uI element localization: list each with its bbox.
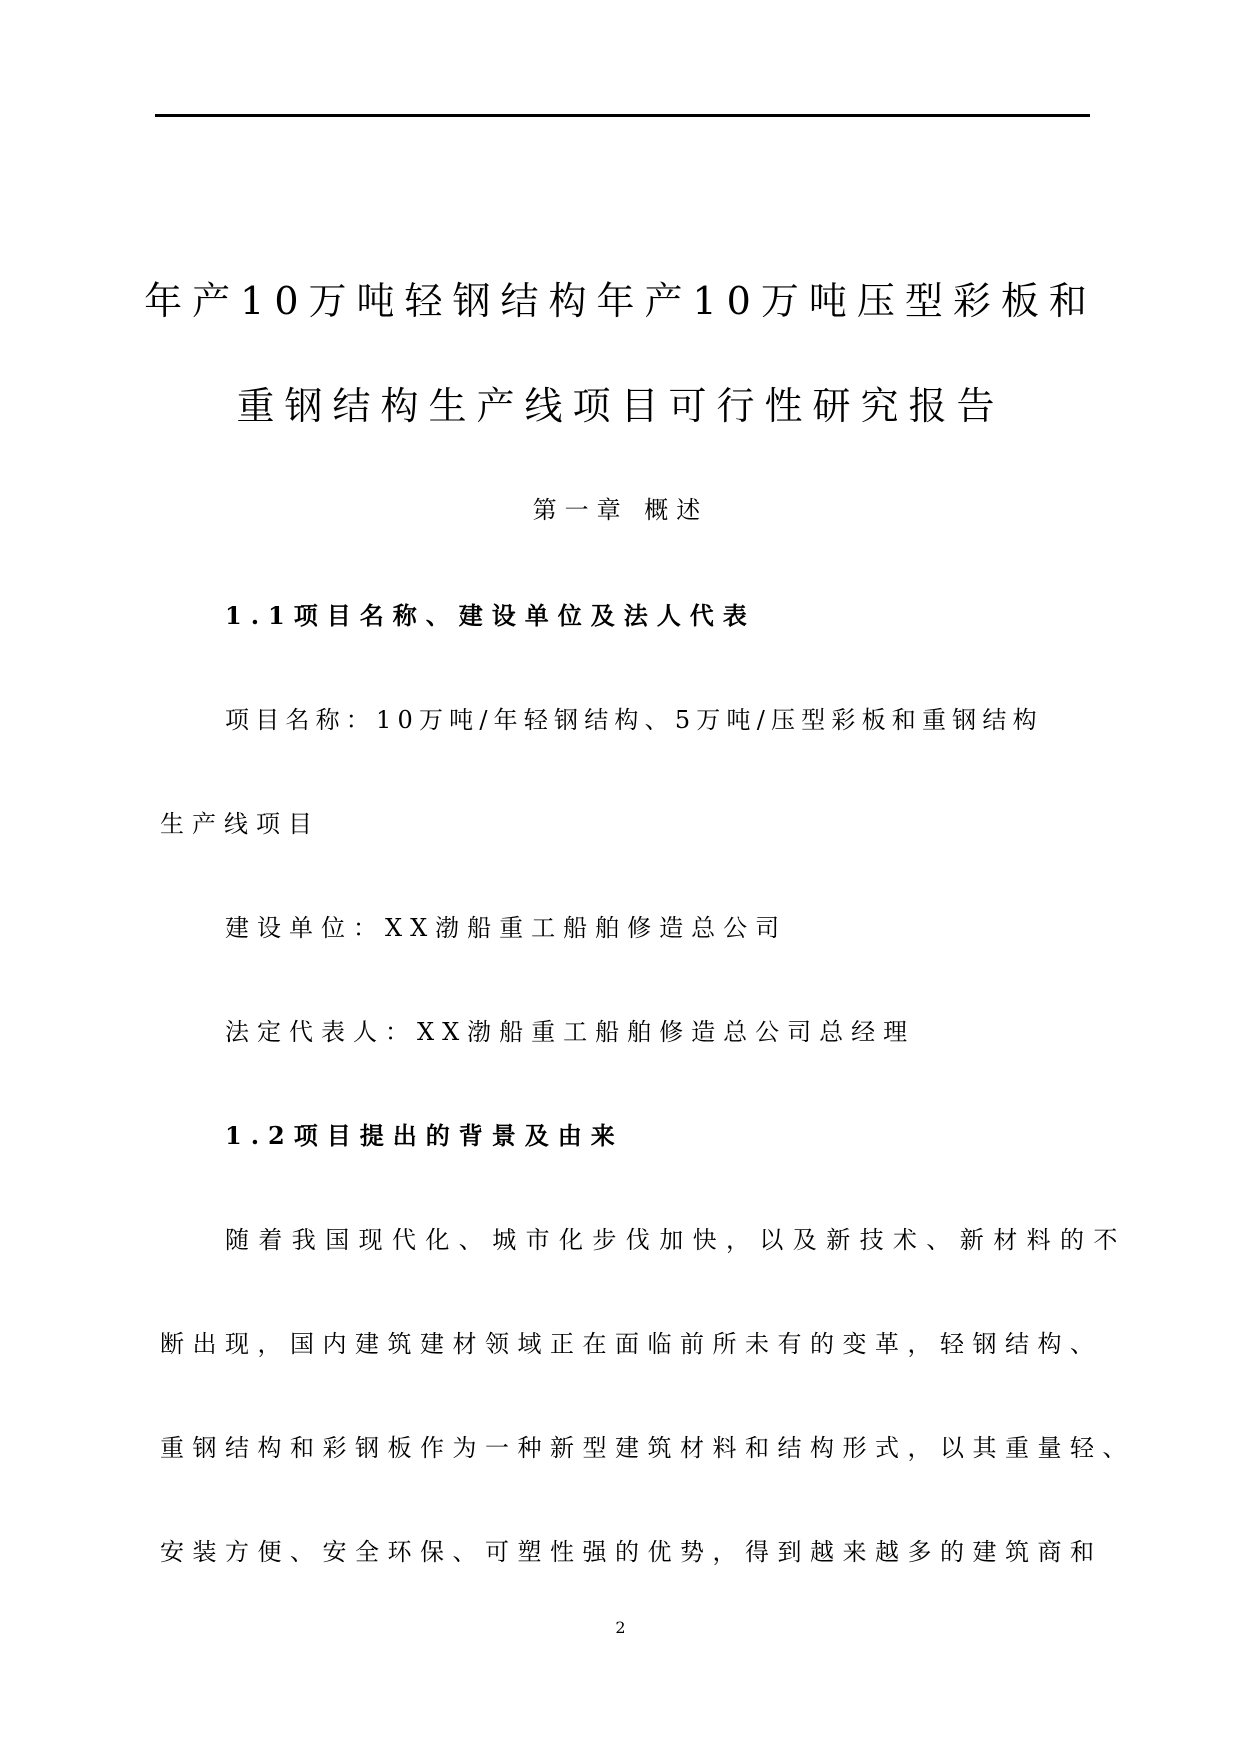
page-number: 2	[615, 1618, 626, 1637]
section-heading-1-2: 1.2项目提出的背景及由来	[225, 1121, 624, 1150]
paragraph-line: 断出现，国内建筑建材领域正在面临前所未有的变革，轻钢结构、	[160, 1330, 1103, 1358]
chapter-title: 第一章 概述	[532, 496, 709, 524]
project-name-line-2: 生产线项目	[160, 810, 320, 838]
document-title-line-1: 年产10万吨轻钢结构年产10万吨压型彩板和	[144, 279, 1097, 323]
project-name-line-1: 项目名称：10万吨/年轻钢结构、5万吨/压型彩板和重钢结构	[225, 706, 1043, 734]
builder-line: 建设单位：XX渤船重工船舶修造总公司	[225, 914, 788, 942]
document-title-line-2: 重钢结构生产线项目可行性研究报告	[236, 384, 1005, 428]
legal-representative-line: 法定代表人：XX渤船重工船舶修造总公司总经理	[225, 1018, 916, 1046]
paragraph-line: 随着我国现代化、城市化步伐加快，以及新技术、新材料的不	[225, 1226, 1127, 1254]
header-rule	[155, 114, 1090, 117]
section-heading-1-1: 1.1项目名称、建设单位及法人代表	[225, 601, 756, 630]
paragraph-line: 安装方便、安全环保、可塑性强的优势，得到越来越多的建筑商和	[160, 1538, 1103, 1566]
paragraph-line: 重钢结构和彩钢板作为一种新型建筑材料和结构形式，以其重量轻、	[160, 1434, 1135, 1462]
